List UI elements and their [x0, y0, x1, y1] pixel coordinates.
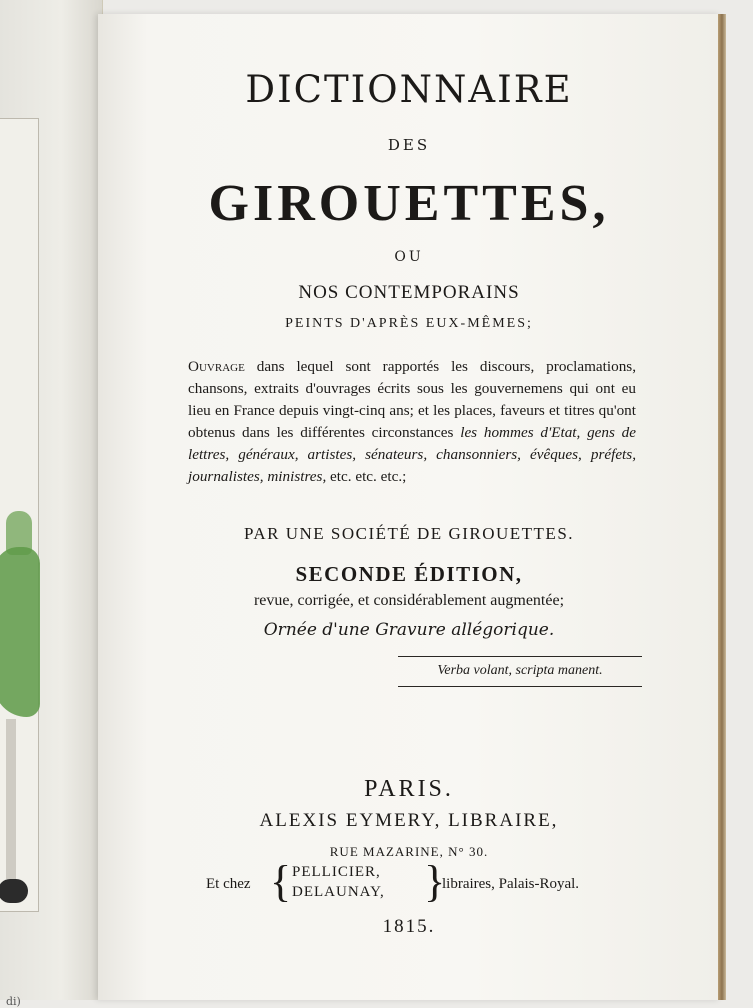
description-lead: Ouvrage [188, 358, 245, 375]
revue-line: revue, corrigée, et considérablement augmentée; [253, 592, 565, 609]
title-ou: OU [394, 249, 424, 265]
left-brace: { [270, 857, 292, 906]
address: RUE MAZARINE, N° 30. [329, 844, 489, 859]
motto-rule-bottom [398, 686, 642, 687]
page-edge [718, 14, 726, 1000]
description-paragraph [188, 356, 636, 488]
title-des: DES [387, 136, 431, 154]
publisher: ALEXIS EYMERY, LIBRAIRE, [259, 810, 559, 831]
description-tail: etc. etc. etc.; [330, 468, 407, 485]
description-body: dans lequel sont rapportés les discours, proclamations, chansons, extraits d'ouvrages écrits sous les gouvernemens qui ont eu lieu en France depuis vingt-cinq ans; et les places, faveurs et titres qu'ont obtenus dans les différentes circonstances [188, 358, 636, 441]
title-line-2: GIROUETTES, [208, 175, 610, 232]
seller-names [292, 862, 385, 902]
gravure-line: Ornée d'une Gravure allégorique. [263, 620, 555, 640]
description-italic-list: les hommes d'Etat, gens de lettres, généraux, artistes, sénateurs, chansonniers, évêques, préfets, journalistes, ministres, [188, 424, 637, 485]
motto: Verba volant, scripta manent. [437, 663, 603, 678]
libraires-line: libraires, Palais-Royal. [442, 876, 580, 892]
society-line: PAR UNE SOCIÉTÉ DE GIROUETTES. [243, 524, 575, 543]
subtitle: NOS CONTEMPORAINS [298, 282, 520, 303]
frontispiece-plate [0, 118, 39, 1008]
edition-line: SECONDE ÉDITION, [295, 562, 523, 586]
plate-caption: di) [6, 995, 21, 1008]
figure-leg [6, 719, 16, 879]
subtitle-2: PEINTS D'APRÈS EUX-MÊMES; [285, 316, 533, 331]
title-line-1: DICTIONNAIRE [245, 68, 573, 111]
right-brace: } [424, 857, 446, 906]
seller-name: PELLICIER, [292, 864, 381, 880]
city: PARIS. [364, 776, 454, 802]
et-chez: Et chez [206, 876, 251, 892]
seller-name: DELAUNAY, [292, 884, 385, 900]
facing-page [0, 0, 103, 1008]
figure-shoe [0, 879, 28, 903]
year: 1815. [382, 916, 436, 937]
title-page [98, 14, 720, 1000]
figure-green-coat [0, 547, 40, 717]
sellers-block [206, 857, 626, 910]
motto-rule-top [398, 656, 642, 657]
